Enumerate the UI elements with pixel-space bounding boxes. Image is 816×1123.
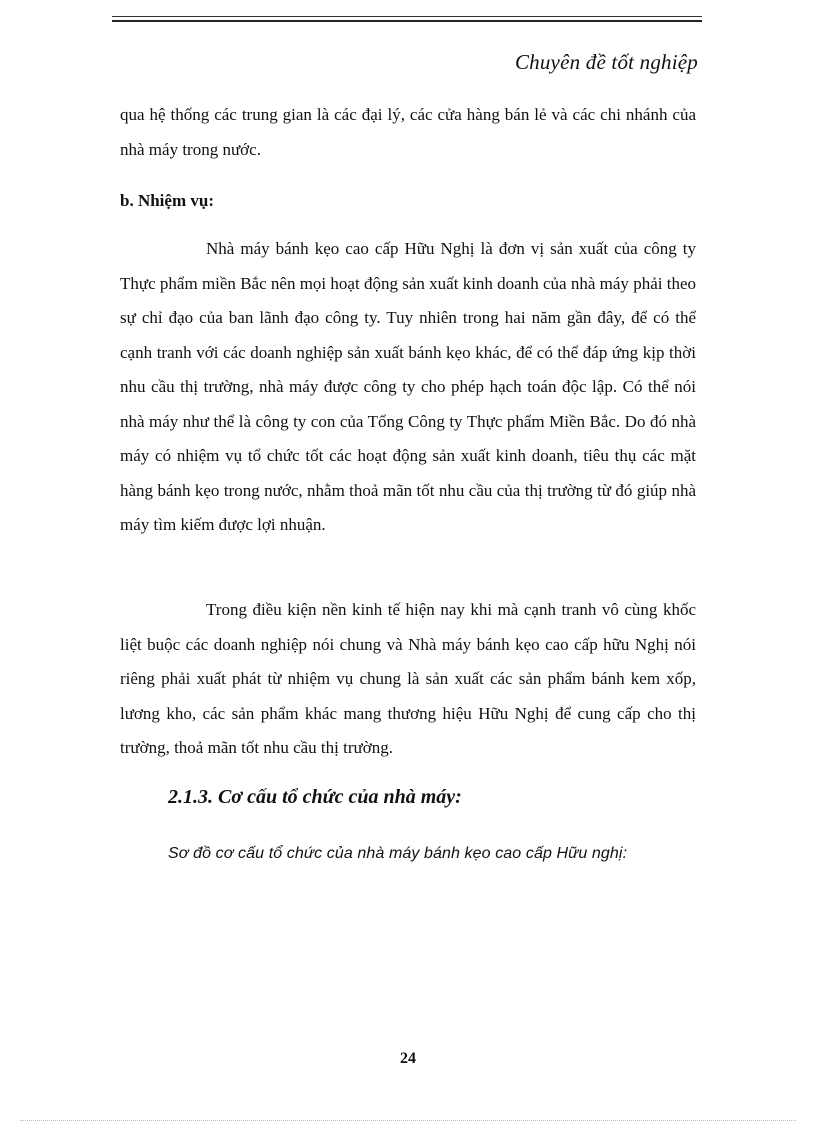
running-header-title: Chuyên đề tốt nghiệp [514, 50, 698, 74]
header-rule-top [112, 16, 702, 17]
section-heading: 2.1.3. Cơ cấu tổ chức của nhà máy: [168, 786, 462, 808]
paragraph-intro: qua hệ thống các trung gian là các đại lý, các cửa hàng bán lẻ và các chi nhánh của nhà máy trong nước. [120, 105, 696, 159]
header-rule-bottom [112, 20, 702, 22]
subheading-mission: b. Nhiệm vụ: [120, 191, 214, 210]
paragraph-mission-1: Nhà máy bánh kẹo cao cấp Hữu Nghị là đơn vị sản xuất của công ty Thực phẩm miền Bắc nên mọi hoạt động sản xuất kinh doanh của nhà máy phải theo sự chỉ đạo của ban lãnh đạo công ty. Tuy nhiên trong hai năm gần đây, để có thể cạnh tranh với các doanh nghiệp sản xuất bánh kẹo khác, để có thể đáp ứng kịp thời nhu cầu thị trường, nhà máy được công ty cho phép hạch toán độc lập. Có thể nói nhà máy như thể là công ty con của Tổng Công ty Thực phẩm Miền Bắc. Do đó nhà máy có nhiệm vụ tổ chức tốt các hoạt động sản xuất kinh doanh, tiêu thụ các mặt hàng bánh kẹo trong nước, nhằm thoả mãn tốt nhu cầu của thị trường từ đó giúp nhà máy tìm kiếm được lợi nhuận. [120, 239, 696, 534]
page-number: 24 [400, 1050, 416, 1067]
diagram-caption: Sơ đồ cơ cấu tổ chức của nhà máy bánh kẹo cao cấp Hữu nghị: [168, 845, 628, 862]
footer-dotted-rule [20, 1120, 796, 1121]
paragraph-mission-2: Trong điều kiện nền kinh tế hiện nay khi mà cạnh tranh vô cùng khốc liệt buộc các doanh nghiệp nói chung và Nhà máy bánh kẹo cao cấp hữu Nghị nói riêng phải xuất phát từ nhiệm vụ chung là sản xuất các sản phẩm bánh kem xốp, lương kho, các sản phẩm khác mang thương hiệu Hữu Nghị để cung cấp cho thị trường, thoả mãn tốt nhu cầu thị trường. [120, 600, 696, 757]
